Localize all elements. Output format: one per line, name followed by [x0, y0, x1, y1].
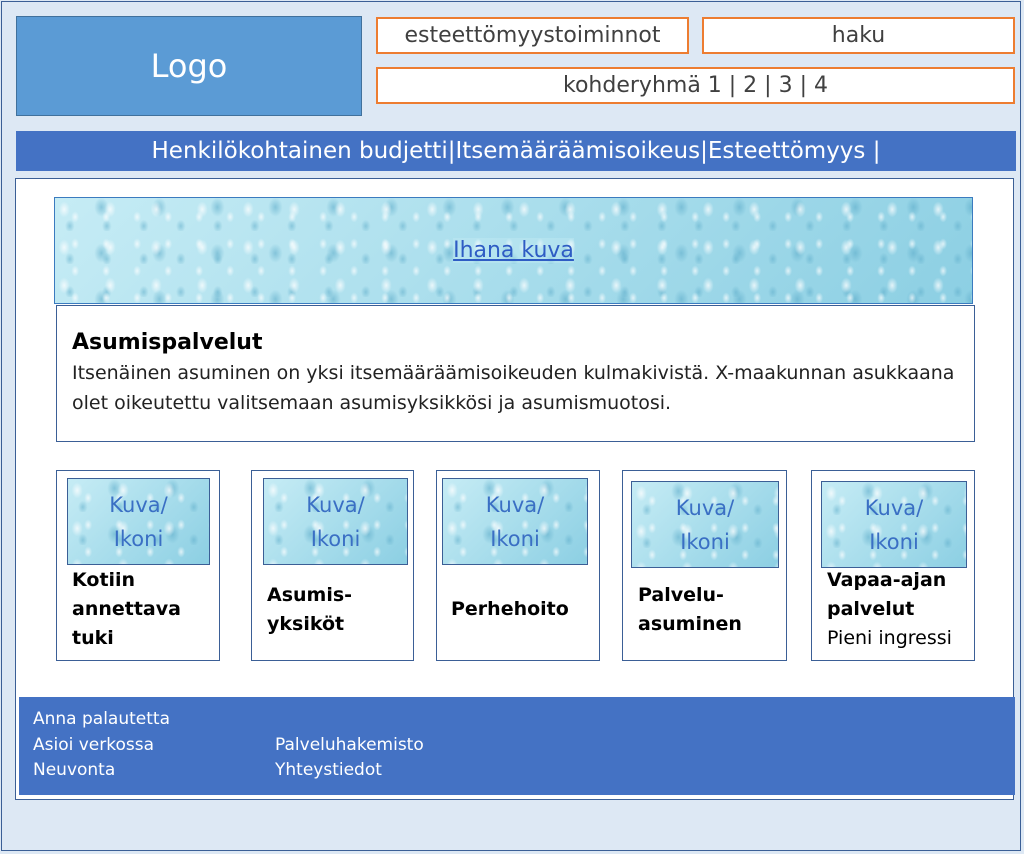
- card-image-label: Kuva/: [306, 492, 365, 517]
- card-title-line: Asumis-: [267, 584, 353, 606]
- footer-link-service-directory[interactable]: Palveluhakemisto: [275, 735, 424, 755]
- footer-link-feedback[interactable]: Anna palautetta: [33, 709, 170, 729]
- search-box[interactable]: [702, 17, 1015, 54]
- card-title-line: Vapaa-ajan: [827, 569, 947, 591]
- card-title-line: Perhehoito: [451, 598, 569, 620]
- intro-panel: [56, 305, 975, 442]
- card-image-placeholder: [442, 478, 588, 565]
- card-image-placeholder: [67, 478, 210, 565]
- card-image-placeholder: [821, 481, 967, 568]
- intro-title: Asumispalvelut: [72, 330, 263, 355]
- card-image-label: Ikoni: [869, 529, 919, 554]
- intro-text: Itsenäinen asuminen on yksi itsemääräämisoikeuden kulmakivistä. X-maakunnan asukkaana olet oikeutettu valitsemaan asumisyksikkösi ja asumismuotosi.: [72, 362, 955, 414]
- card-image-label: Ikoni: [310, 526, 361, 551]
- card-title: [451, 595, 569, 624]
- service-card-leisure-services[interactable]: [811, 470, 975, 661]
- card-title-line: Kotiin: [72, 569, 136, 591]
- target-group-selector[interactable]: [376, 67, 1015, 104]
- footer-link-contact[interactable]: Yhteystiedot: [275, 760, 382, 780]
- card-title-line: tuki: [72, 627, 114, 649]
- card-title-line: annettava: [72, 598, 181, 620]
- card-title: [267, 581, 352, 639]
- service-card-housing-units[interactable]: [251, 470, 414, 661]
- card-image-label: Ikoni: [113, 526, 164, 551]
- service-card-service-housing[interactable]: [622, 470, 787, 661]
- card-image-placeholder: [631, 481, 779, 568]
- nav-item-personal-budget[interactable]: Henkilökohtainen budjetti|: [151, 138, 456, 164]
- card-ingress: Pieni ingressi: [827, 627, 952, 649]
- card-title: [638, 581, 742, 639]
- main-navigation: [16, 131, 1016, 171]
- card-title: [827, 566, 952, 653]
- footer-link-guidance[interactable]: Neuvonta: [33, 760, 116, 780]
- card-title-line: yksiköt: [267, 613, 345, 635]
- card-image-placeholder: [263, 478, 408, 565]
- card-image-label: Kuva/: [864, 495, 924, 520]
- card-image-label: Kuva/: [675, 495, 735, 520]
- service-card-family-care[interactable]: [436, 470, 600, 661]
- card-title-line: asuminen: [638, 613, 742, 635]
- card-title-line: Palvelu-: [638, 584, 724, 606]
- card-image-label: Ikoni: [490, 526, 540, 551]
- card-image-label: Kuva/: [485, 492, 545, 517]
- hero-image: [54, 197, 973, 304]
- accessibility-tools-button[interactable]: [376, 17, 689, 54]
- card-title: [72, 566, 181, 653]
- card-image-label: Ikoni: [680, 529, 730, 554]
- card-title-line: palvelut: [827, 598, 915, 620]
- footer: [19, 697, 1015, 795]
- accessibility-tools-label: esteettömyystoiminnot: [404, 23, 661, 48]
- logo[interactable]: [16, 16, 362, 116]
- hero-image-link[interactable]: Ihana kuva: [453, 238, 574, 263]
- search-label: haku: [831, 23, 886, 48]
- service-card-home-support[interactable]: [56, 470, 220, 661]
- footer-link-online-services[interactable]: Asioi verkossa: [33, 735, 155, 755]
- target-group-label: kohderyhmä 1 | 2 | 3 | 4: [563, 73, 828, 98]
- card-image-label: Kuva/: [109, 492, 168, 517]
- logo-label: Logo: [150, 47, 228, 85]
- nav-item-self-determination[interactable]: Itsemääräämisoikeus|: [455, 138, 708, 164]
- nav-item-accessibility[interactable]: Esteettömyys |: [707, 138, 881, 164]
